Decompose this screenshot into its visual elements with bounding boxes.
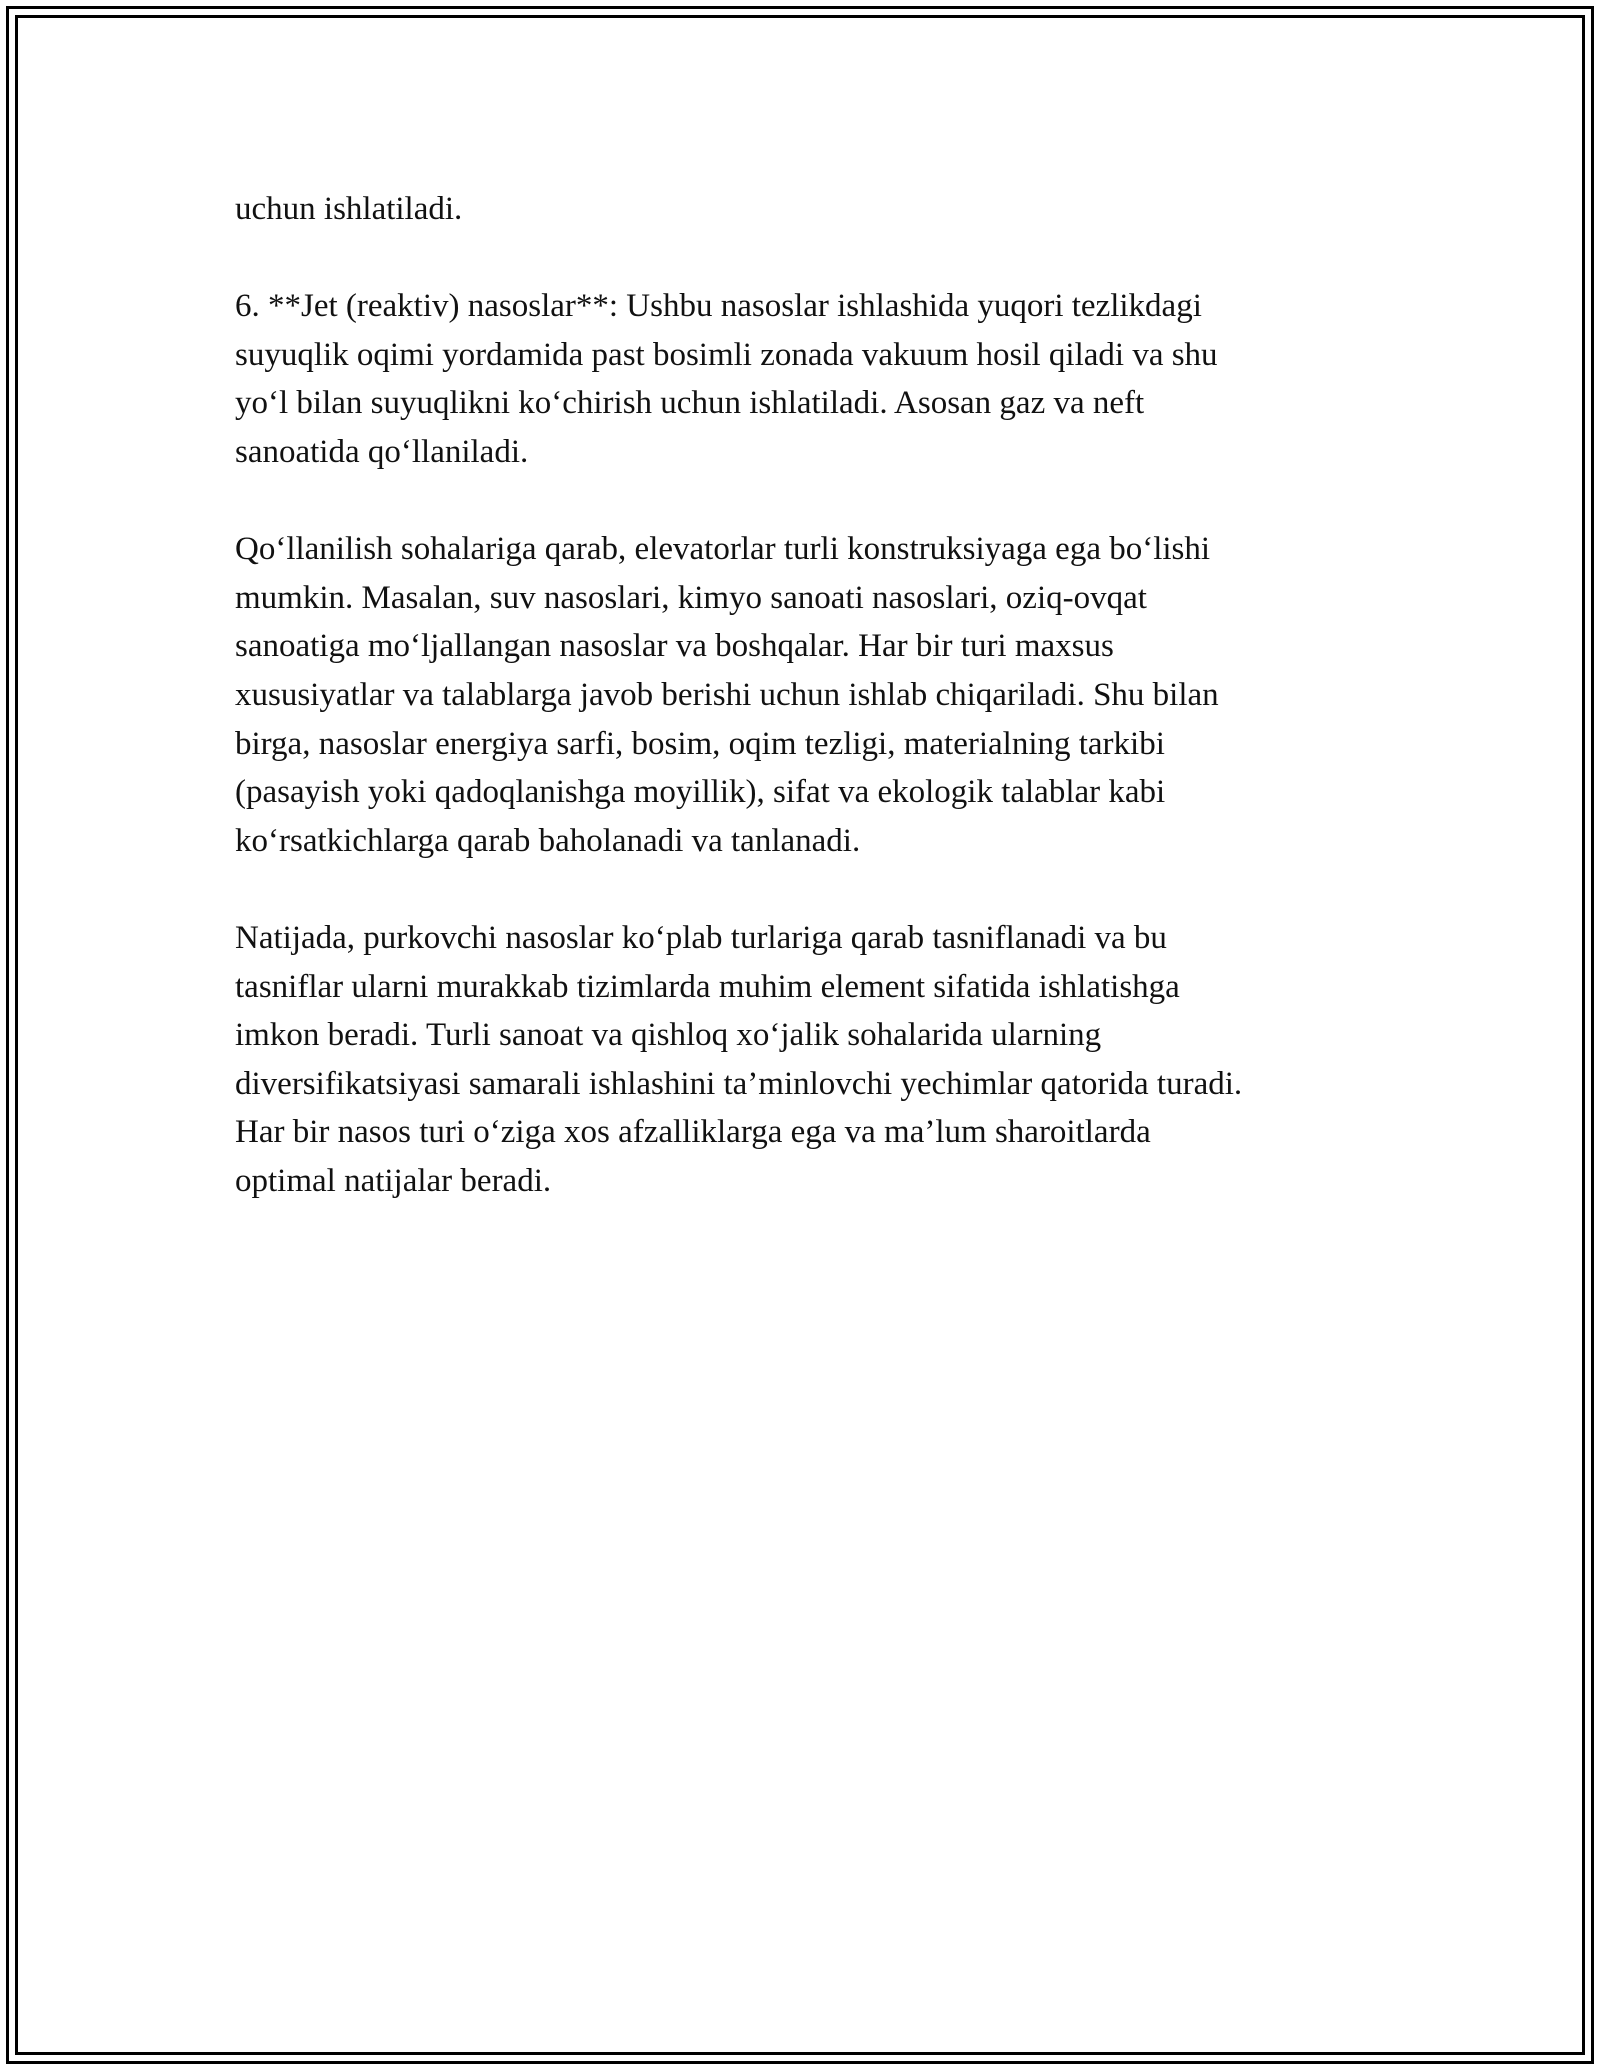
- text-line: diversifikatsiyasi samarali ishlashini ta’minlovchi yechimlar qatorida turadi.: [235, 1065, 1243, 1102]
- text-line: uchun ishlatiladi.: [235, 191, 463, 227]
- document-body: [235, 185, 1365, 1254]
- text-line: birga, nasoslar energiya sarfi, bosim, oqim tezligi, materialning tarkibi: [235, 725, 1165, 762]
- text-line: tasniflar ularni murakkab tizimlarda muhim element sifatida ishlatishga: [235, 968, 1180, 1005]
- text-line: xususiyatlar va talablarga javob berishi uchun ishlab chiqariladi. Shu bilan: [235, 676, 1219, 713]
- text-line: suyuqlik oqimi yordamida past bosimli zonada vakuum hosil qiladi va shu: [235, 336, 1218, 373]
- paragraph-continuation: [235, 185, 1365, 234]
- paragraph-jet-pumps: [235, 282, 1365, 476]
- text-line: (pasayish yoki qadoqlanishga moyillik), sifat va ekologik talablar kabi: [235, 774, 1166, 811]
- text-line: sanoatida qo‘llaniladi.: [235, 433, 529, 470]
- text-line: yo‘l bilan suyuqlikni ko‘chirish uchun ishlatiladi. Asosan gaz va neft: [235, 385, 1145, 422]
- paragraph-application-areas: [235, 525, 1365, 865]
- text-line: ko‘rsatkichlarga qarab baholanadi va tanlanadi.: [235, 822, 861, 859]
- text-line: Har bir nasos turi o‘ziga xos afzalliklarga ega va ma’lum sharoitlarda: [235, 1114, 1151, 1151]
- text-line: 6. **Jet (reaktiv) nasoslar**: Ushbu nasoslar ishlashida yuqori tezlikdagi: [235, 288, 1202, 325]
- text-line: imkon beradi. Turli sanoat va qishloq xo‘jalik sohalarida ularning: [235, 1017, 1102, 1054]
- paragraph-conclusion: [235, 914, 1365, 1206]
- text-line: Natijada, purkovchi nasoslar ko‘plab turlariga qarab tasniflanadi va bu: [235, 919, 1167, 956]
- text-line: sanoatiga mo‘ljallangan nasoslar va boshqalar. Har bir turi maxsus: [235, 628, 1114, 665]
- text-line: mumkin. Masalan, suv nasoslari, kimyo sanoati nasoslari, oziq-ovqat: [235, 579, 1147, 616]
- text-line: optimal natijalar beradi.: [235, 1162, 552, 1199]
- text-line: Qo‘llanilish sohalariga qarab, elevatorlar turli konstruksiyaga ega bo‘lishi: [235, 531, 1211, 568]
